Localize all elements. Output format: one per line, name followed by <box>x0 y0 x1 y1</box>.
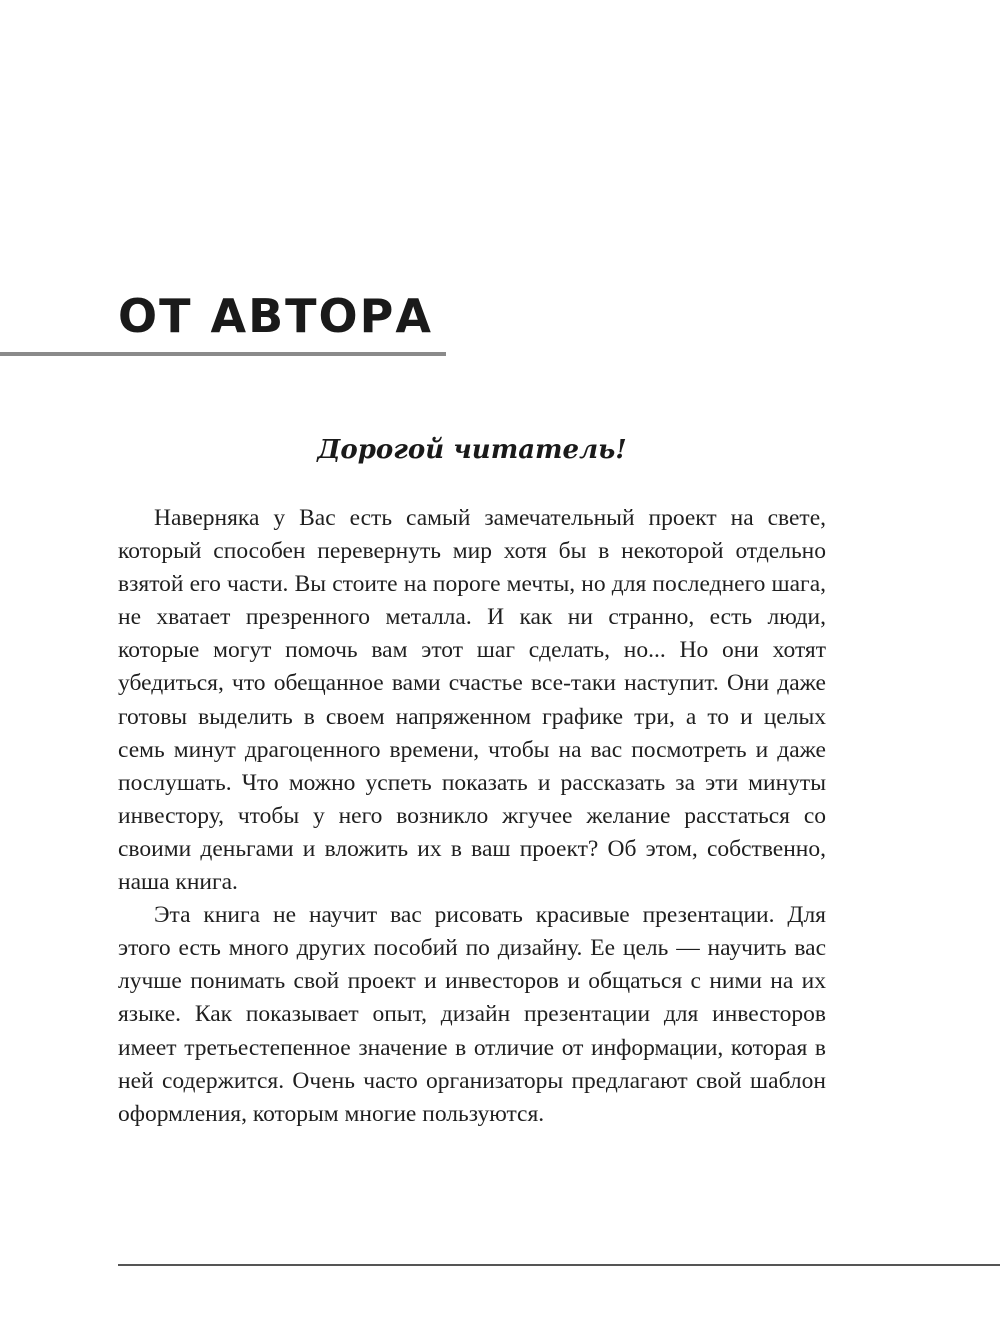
paragraph: Эта книга не научит вас рисовать красивые презентации. Для этого есть много других пособий по дизайну. Ее цель — научить вас лучше понимать свой проект и инвесторов и общаться с ними на их языке. Как показывает опыт, дизайн презентации для инвесторов имеет третьестепенное значение в отличие от информации, которая в ней содержится. Очень часто организаторы предлагают свой шаблон оформления, которым многие пользуются. <box>118 902 826 1127</box>
title-underline <box>0 352 446 356</box>
paragraph: Наверняка у Вас есть самый замечательный проект на свете, который способен перевернуть мир хотя бы в некоторой отдельно взятой его части. Вы стоите на пороге мечты, но для последнего шага, не хватает презренного металла. И как ни странно, есть люди, которые могут помочь вам этот шаг сделать, но... Но они хотят убедиться, что обещанное вами счастье все-таки наступит. Они даже готовы выделить в своем напряженном графике три, а то и целых семь минут драгоценного времени, чтобы на вас посмотреть и даже послушать. Что можно успеть показать и рассказать за эти минуты инвестору, чтобы у него возникло жгучее желание расстаться со своими деньгами и вложить их в ваш проект? Об этом, собственно, наша книга. <box>118 505 826 896</box>
footer-divider <box>118 1264 1000 1266</box>
salutation-heading: Дорогой читатель! <box>317 435 627 465</box>
chapter-title: ОТ АВТОРА <box>118 289 433 343</box>
body-text <box>118 502 826 1131</box>
